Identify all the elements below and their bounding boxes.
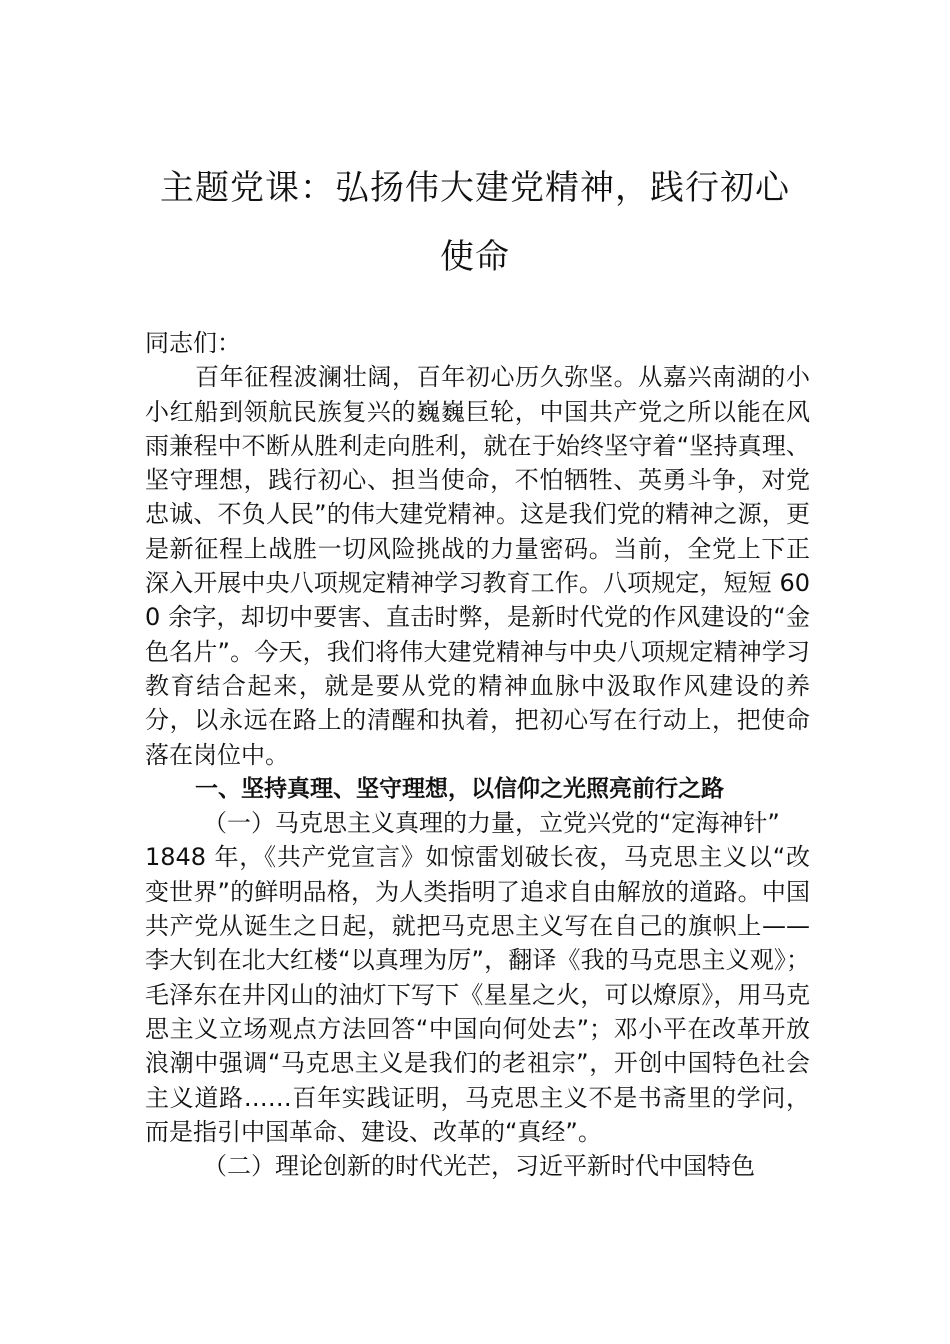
document-body [145,326,810,1183]
subsection-1-body: 1848 年，《共产党宣言》如惊雷划破长夜，马克思主义以“改变世界”的鲜明品格，为人类指明了追求自由解放的道路。中国共产党从诞生之日起，就把马克思主义写在自己的旗帜上——李大钊在北大红楼“以真理为厉”，翻译《我的马克思主义观》；毛泽东在井冈山的油灯下写下《星星之火，可以燎原》，用马克思主义立场观点方法回答“中国向何处去”；邓小平在改革开放浪潮中强调“马克思主义是我们的老祖宗”，开创中国特色社会主义道路……百年实践证明，马克思主义不是书斋里的学问，而是指引中国革命、建设、改革的“真经”。 [145,843,810,1146]
subsection-2-heading: （二）理论创新的时代光芒，习近平新时代中国特色 [203,1152,755,1181]
document-title-line-1: 主题党课：弘扬伟大建党精神，践行初心 [160,168,790,208]
salutation: 同志们： [145,329,241,357]
section-1-heading: 一、坚持真理、坚守理想，以信仰之光照亮前行之路 [195,774,724,802]
document-title-line-2: 使命 [440,237,510,277]
subsection-1-heading: （一）马克思主义真理的力量，立党兴党的“定海神针” [203,809,780,838]
intro-paragraph: 百年征程波澜壮阔，百年初心历久弥坚。从嘉兴南湖的小小红船到领航民族复兴的巍巍巨轮，中国共产党之所以能在风雨兼程中不断从胜利走向胜利，就在于始终坚守着“坚持真理、坚守理想，践行初心、担当使命，不怕牺牲、英勇斗争，对党忠诚、不负人民”的伟大建党精神。这是我们党的精神之源，更是新征程上战胜一切风险挑战的力量密码。当前，全党上下正深入开展中央八项规定精神学习教育工作。八项规定，短短 600 余字，却切中要害、直击时弊，是新时代党的作风建设的“金色名片”。今天，我们将伟大建党精神与中央八项规定精神学习教育结合起来，就是要从党的精神血脉中汲取作风建设的养分，以永远在路上的清醒和执着，把初心写在行动上，把使命落在岗位中。 [145,363,810,769]
